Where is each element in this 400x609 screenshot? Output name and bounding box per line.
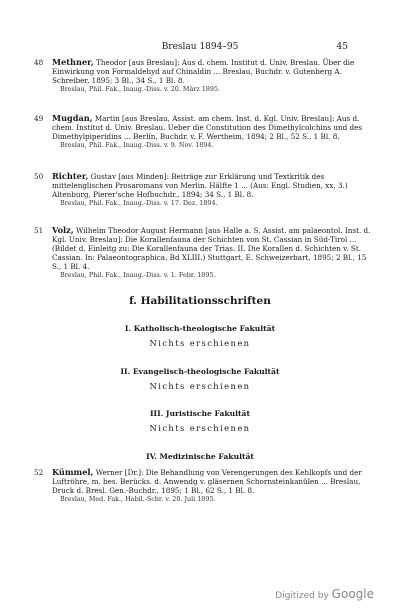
page-number: 45 (336, 42, 348, 52)
faculty-status-1: Nichts erschienen (149, 338, 251, 348)
entry-note: Breslau, Phil. Fak., Inaug.-Diss. v. 9. Nov. 1894. (60, 141, 214, 150)
entry-number: 49 (34, 114, 44, 123)
entry-number: 51 (34, 226, 44, 235)
entry-note: Breslau, Med. Fak., Habil.-Schr. v. 20. Juli 1895. (60, 495, 216, 504)
entry-author: Richter, (52, 171, 89, 181)
entry-51 (34, 225, 372, 281)
entry-text: Gustav [aus Minden]: Beiträge zur Erklärung und Textkritik des mittelenglischen Prosaromans von Merlin. Hälfte 1 ... (Aus: Engl. Studien, xx, 3.) Altenburg, Pierer'sche Hofbuchdr., 1894; 34 S., 1 Bl. 8. (52, 172, 348, 200)
faculty-status-2: Nichts erschienen (149, 381, 251, 391)
entry-number: 50 (34, 172, 44, 181)
entry-number: 48 (34, 58, 44, 67)
entry-number: 52 (34, 468, 44, 477)
entry-note: Breslau, Phil. Fak., Inaug.-Diss. v. 17. Dez. 1894. (60, 199, 218, 208)
digitized-watermark (275, 587, 374, 601)
watermark-brand: Google (331, 587, 374, 601)
section-title: f. Habilitationsschriften (129, 295, 271, 307)
faculty-status-3: Nichts erschienen (149, 423, 251, 433)
faculty-heading-1: I. Katholisch-theologische Fakultät (124, 324, 276, 333)
entry-author: Kümmel, (52, 467, 94, 477)
entry-48 (34, 57, 372, 94)
running-head (0, 42, 400, 56)
watermark-prefix: Digitized by (275, 591, 329, 601)
faculty-heading-4: IV. Medizinische Fakultät (146, 452, 254, 461)
entry-note: Breslau, Phil. Fak., Inaug.-Diss. v. 20. März 1895. (60, 85, 221, 94)
entry-note: Breslau, Phil. Fak., Inaug.-Diss. v. 1. Febr. 1895. (60, 271, 216, 280)
entry-49 (34, 113, 372, 150)
entry-text: Wilhelm Theodor August Hermann [aus Halle a. S. Assist. am palaeontol. Inst. d. Kgl. Univ. Breslau]: Die Korallenfauna der Schichten von St. Cassian in Süd-Tirol ... (Bildet d. Einleitg zu: Die Korallenfauna der Trias. II. Die Korallen d. Schichten v. St. Cassian. In: Palaeontographica, Bd XLIII.) Stuttgart, E. Schweizerbart, 1895; 2 Bl., 15 S., 1 Bl. 4. (52, 226, 371, 272)
entry-text: Werner [Dr.]: Die Behandlung von Verengerungen des Kehlkopfs und der Luftröhre, m. bes. Berücks. d. Anwendg v. gläsernen Schornsteinkanülen ... Breslau, Druck d. Bresl. Gen.-Buchdr., 1895; 1 Bl., 62 S., 1 Bl. 8. (52, 468, 362, 496)
faculty-heading-3: III. Juristische Fakultät (149, 409, 250, 418)
entry-text: Martin [aus Breslau, Assist. am chem. Inst. d. Kgl. Univ. Breslau]: Aus d. chem. Institut d. Univ. Breslau. Ueber die Constitution des Dimethylcolchins und des Dimethylpiperidins ... Berlin, Buchdr. v. F. Wertheim, 1894; 2 Bl., 52 S., 1 Bl. 8. (52, 114, 363, 142)
entry-text: Theodor [aus Breslau]: Aus d. chem. Institut d. Univ. Breslau. Über die Einwirkung von Formaldehyd auf Chinaldin ... Breslau, Buchdr. v. Gutenberg A. Schreiber, 1895; 3 Bl., 34 S., 1 Bl. 8. (52, 58, 355, 86)
entry-author: Mugdan, (52, 113, 93, 123)
entry-author: Methner, (52, 57, 94, 67)
faculty-heading-2: II. Evangelisch-theologische Fakultät (120, 367, 280, 376)
entry-52 (34, 467, 372, 504)
entry-author: Volz, (52, 225, 74, 235)
running-title: Breslau 1894–95 (161, 42, 239, 52)
entry-50 (34, 171, 372, 208)
